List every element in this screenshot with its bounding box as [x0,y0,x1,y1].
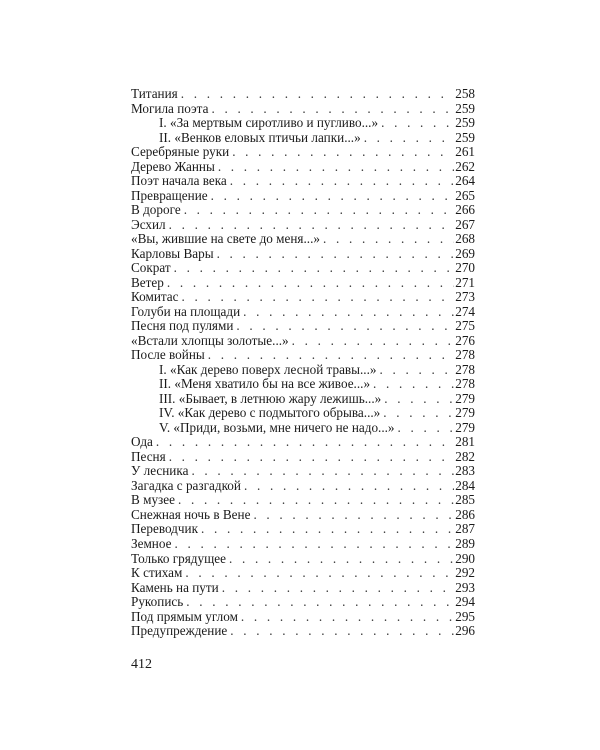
toc-entry [131,581,475,596]
dot-leader [383,406,454,421]
dot-leader [211,189,455,204]
toc-entry-title: У лесника [131,463,189,479]
dot-leader [217,247,455,262]
toc-entry-title: Под прямым углом [131,608,238,624]
dot-leader [244,479,454,494]
toc-entry-title: Загадка с разгадкой [131,477,241,493]
toc-entry [131,610,475,625]
dot-leader [174,537,454,552]
dot-leader [364,131,455,146]
toc-entry [131,508,475,523]
toc-entry [131,276,475,291]
toc-entry-title: Титания [131,86,178,101]
dot-leader [211,102,454,117]
toc-entry-title: В музее [131,492,175,508]
toc-entry-page: 279 [455,390,475,406]
toc-entry-title: I. «Как дерево поверх лесной травы...» [159,361,377,377]
toc-entry-page: 290 [455,550,475,566]
toc-entry [131,247,475,262]
toc-entry-page: 271 [455,274,475,290]
toc-entry-page: 283 [455,463,475,479]
toc-entry-title: Песня под пулями [131,318,234,334]
dot-leader [156,435,454,450]
dot-leader [236,319,454,334]
dot-leader [253,508,454,523]
toc-entry [131,435,475,450]
toc-entry [131,348,475,363]
toc-entry-page: 282 [455,448,475,464]
toc-subentry [131,406,475,421]
toc-entry [131,102,475,117]
toc-entry [131,203,475,218]
toc-entry-title: III. «Бывает, в летнюю жару лежишь...» [159,390,382,406]
toc-entry [131,87,475,102]
dot-leader [323,232,454,247]
toc-entry [131,290,475,305]
toc-entry-title: Предупреждение [131,623,228,639]
toc-entry [131,522,475,537]
dot-leader [381,116,454,131]
toc-entry-title: К стихам [131,565,183,581]
toc-entry-page: 289 [455,535,475,551]
toc-entry [131,218,475,233]
toc-entry-title: Голуби на площади [131,303,241,319]
toc-entry-page: 281 [455,434,475,450]
toc-entry [131,566,475,581]
toc-entry-title: Рукопись [131,594,184,610]
toc-entry-title: Могила поэта [131,100,209,116]
toc-entry-page: 286 [455,506,475,522]
toc-entry-page: 278 [455,361,475,377]
toc-entry [131,305,475,320]
toc-entry-page: 262 [455,158,475,174]
toc-entry-page: 293 [455,579,475,595]
dot-leader [169,450,455,465]
dot-leader [241,610,454,625]
page-number: 412 [131,657,152,672]
toc-entry-page: 259 [455,129,475,145]
toc-subentry [131,392,475,407]
toc-entry-title: IV. «Как дерево с подмытого обрыва...» [159,405,381,421]
toc-entry-page: 264 [455,173,475,189]
toc-entry [131,624,475,639]
toc-entry-title: «Встали хлопцы золотые...» [131,332,289,348]
toc-entry-page: 284 [455,477,475,493]
toc-entry-page: 267 [455,216,475,232]
toc-entry [131,537,475,552]
dot-leader [222,581,454,596]
toc-entry-title: Снежная ночь в Вене [131,506,251,522]
dot-leader [178,493,454,508]
toc-entry-page: 278 [455,347,475,363]
toc-entry [131,319,475,334]
toc-entry-page: 294 [455,594,475,610]
dot-leader [201,522,454,537]
toc-entry-title: V. «Приди, возьми, мне ничего не надо...» [159,419,395,435]
toc-entry-title: Дерево Жанны [131,158,215,174]
toc-entry-title: Камень на пути [131,579,219,595]
toc-entry-title: Песня [131,448,166,464]
toc-entry-page: 278 [455,376,475,392]
dot-leader [398,421,455,436]
toc-entry-page: 269 [455,245,475,261]
dot-leader [186,595,454,610]
toc-entry-page: 295 [455,608,475,624]
dot-leader [243,305,454,320]
table-of-contents [131,87,475,639]
toc-entry [131,232,475,247]
toc-entry [131,334,475,349]
toc-entry [131,464,475,479]
toc-entry-title: Поэт начала века [131,173,227,189]
toc-entry-title: «Вы, жившие на свете до меня...» [131,231,320,247]
toc-entry-page: 279 [455,419,475,435]
toc-entry-page: 285 [455,492,475,508]
toc-entry-page: 265 [455,187,475,203]
toc-entry-title: Земное [131,535,172,551]
toc-entry-page: 276 [455,332,475,348]
toc-entry-page: 287 [455,521,475,537]
toc-subentry [131,131,475,146]
dot-leader [230,624,454,639]
toc-entry [131,160,475,175]
toc-entry-page: 274 [455,303,475,319]
toc-entry-title: Комитас [131,289,179,305]
toc-subentry [131,363,475,378]
toc-entry-title: II. «Меня хватило бы на все живое...» [159,376,371,392]
dot-leader [218,160,454,175]
toc-entry-title: Эсхил [131,216,166,232]
toc-entry-page: 261 [455,144,475,160]
toc-entry-title: II. «Венков еловых птичьи лапки...» [159,129,361,145]
dot-leader [191,464,454,479]
toc-entry-page: 279 [455,405,475,421]
dot-leader [229,552,454,567]
toc-entry-title: Серебряные руки [131,144,230,160]
dot-leader [232,145,454,160]
dot-leader [181,87,454,102]
toc-entry-page: 266 [455,202,475,218]
toc-entry-page: 296 [455,623,475,639]
dot-leader [373,377,454,392]
toc-entry-title: В дороге [131,202,181,218]
toc-entry-title: После войны [131,347,205,363]
dot-leader [185,566,454,581]
toc-entry-page: 273 [455,289,475,305]
toc-subentry [131,421,475,436]
dot-leader [174,261,455,276]
toc-entry-page: 268 [455,231,475,247]
toc-entry [131,450,475,465]
toc-entry-title: Ода [131,434,153,450]
toc-entry-page: 270 [455,260,475,276]
toc-entry [131,552,475,567]
toc-entry-title: Превращение [131,187,208,203]
toc-entry [131,479,475,494]
toc-entry-page: 258 [455,86,475,101]
toc-subentry [131,377,475,392]
toc-entry-title: Сократ [131,260,171,276]
toc-entry [131,145,475,160]
toc-entry-page: 259 [455,115,475,131]
toc-entry [131,174,475,189]
toc-entry [131,261,475,276]
toc-entry-title: I. «За мертвым сиротливо и пугливо...» [159,115,379,131]
dot-leader [167,276,454,291]
dot-leader [230,174,454,189]
toc-entry-page: 292 [455,565,475,581]
dot-leader [182,290,455,305]
toc-entry [131,595,475,610]
toc-entry [131,189,475,204]
toc-entry-page: 275 [455,318,475,334]
dot-leader [184,203,455,218]
toc-entry-title: Ветер [131,274,164,290]
dot-leader [380,363,455,378]
toc-entry-title: Только грядущее [131,550,226,566]
dot-leader [292,334,455,349]
toc-entry-title: Карловы Вары [131,245,214,261]
toc-entry [131,493,475,508]
toc-subentry [131,116,475,131]
dot-leader [169,218,455,233]
dot-leader [208,348,454,363]
toc-entry-page: 259 [455,100,475,116]
dot-leader [384,392,454,407]
toc-entry-title: Переводчик [131,521,198,537]
